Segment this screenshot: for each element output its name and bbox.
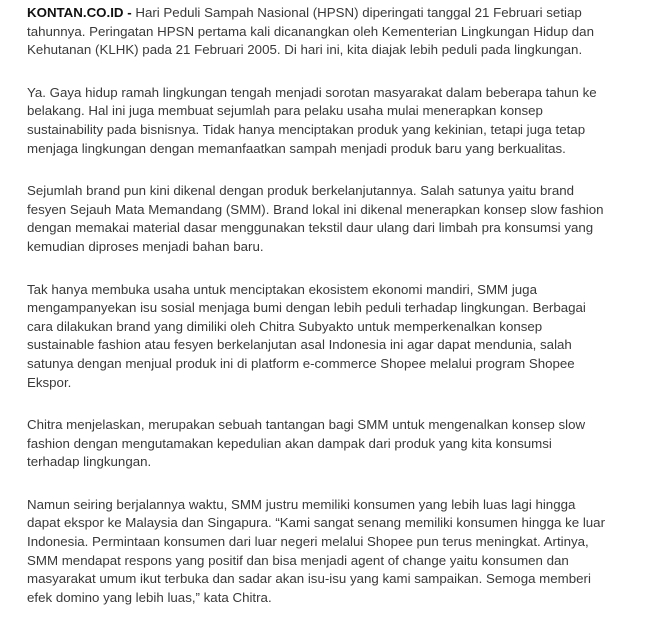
paragraph-line: Tak hanya membuka usaha untuk menciptakan ekosistem ekonomi mandiri, SMM juga	[27, 281, 537, 297]
paragraph-line: sustainability pada bisnisnya. Tidak hanya menciptakan produk yang kekinian, tetapi juga tetap	[27, 121, 586, 137]
paragraph-line: menjaga lingkungan dengan memanfaatkan sampah menjadi produk baru yang berkualitas.	[27, 140, 566, 156]
paragraph-5	[27, 416, 651, 472]
paragraph-line: masyarakat umum ikut terbuka dan sadar akan isu-isu yang kami sampaikan. Semoga memberi	[27, 571, 591, 587]
paragraph-line: cara dilakukan brand yang dimiliki oleh Chitra Subyakto untuk memperkenalkan konsep	[27, 318, 543, 334]
paragraph-line: fashion dengan mengutamakan kepedulian akan dampak dari produk yang kita konsumsi	[27, 435, 552, 451]
paragraph-line: fesyen Sejauh Mata Memandang (SMM). Brand lokal ini dikenal menerapkan konsep slow fashion	[27, 201, 604, 217]
paragraph-line: belakang. Hal ini juga membuat sejumlah para pelaku usaha mulai menerapkan konsep	[27, 103, 543, 119]
source-label: KONTAN.CO.ID -	[27, 5, 132, 20]
paragraph-4	[27, 281, 651, 393]
paragraph-line: Kehutanan (KLHK) pada 21 Februari 2005. Di hari ini, kita diajak lebih peduli pada lingkungan.	[27, 42, 583, 58]
paragraph-line: Chitra menjelaskan, merupakan sebuah tantangan bagi SMM untuk mengenalkan konsep slow	[27, 417, 586, 433]
paragraph-line: dapat ekspor ke Malaysia dan Singapura. “Kami sangat senang memiliki konsumen hingga ke luar	[27, 515, 605, 531]
paragraph-line: Indonesia. Permintaan konsumen dari luar negeri melalui Shopee pun terus meningkat. Artinya,	[27, 534, 589, 550]
paragraph-line: kemudian diproses menjadi bahan baru.	[27, 238, 264, 254]
paragraph-line: sustainable fashion atau fesyen berkelanjutan asal Indonesia ini agar dapat mendunia, salah	[27, 337, 572, 353]
paragraph-line: mengampanyekan isu sosial menjaga bumi dengan lebih peduli terhadap lingkungan. Berbagai	[27, 300, 586, 316]
paragraph-line: Namun seiring berjalannya waktu, SMM justru memiliki konsumen yang lebih luas lagi hingga	[27, 496, 576, 512]
paragraph-line: satunya dengan menjual produk ini di platform e-commerce Shopee melalui program Shopee	[27, 355, 575, 371]
paragraph-3	[27, 182, 651, 256]
paragraph-line: Ya. Gaya hidup ramah lingkungan tengah menjadi sorotan masyarakat dalam beberapa tahun ke	[27, 84, 597, 100]
paragraph-line: dengan memakai material dasar menggunakan tekstil daur ulang dari limbah pra konsumsi yang	[27, 220, 594, 236]
paragraph-line: SMM mendapat respons yang positif dan bisa menjadi agent of change yaitu konsumen dan	[27, 552, 569, 568]
paragraph-line: Sejumlah brand pun kini dikenal dengan produk berkelanjutannya. Salah satunya yaitu brand	[27, 183, 575, 199]
paragraph-line: KONTAN.CO.ID - Hari Peduli Sampah Nasional (HPSN) diperingati tanggal 21 Februari setiap	[27, 5, 582, 20]
paragraph-line: efek domino yang lebih luas,” kata Chitra.	[27, 589, 272, 605]
paragraph-1	[27, 4, 651, 60]
paragraph-line: tahunnya. Peringatan HPSN pertama kali dicanangkan oleh Kementerian Lingkungan Hidup dan	[27, 23, 594, 39]
paragraph-line: terhadap lingkungan.	[27, 454, 152, 470]
paragraph-line: Ekspor.	[27, 374, 72, 390]
paragraph-2	[27, 84, 651, 158]
paragraph-6	[27, 496, 651, 608]
